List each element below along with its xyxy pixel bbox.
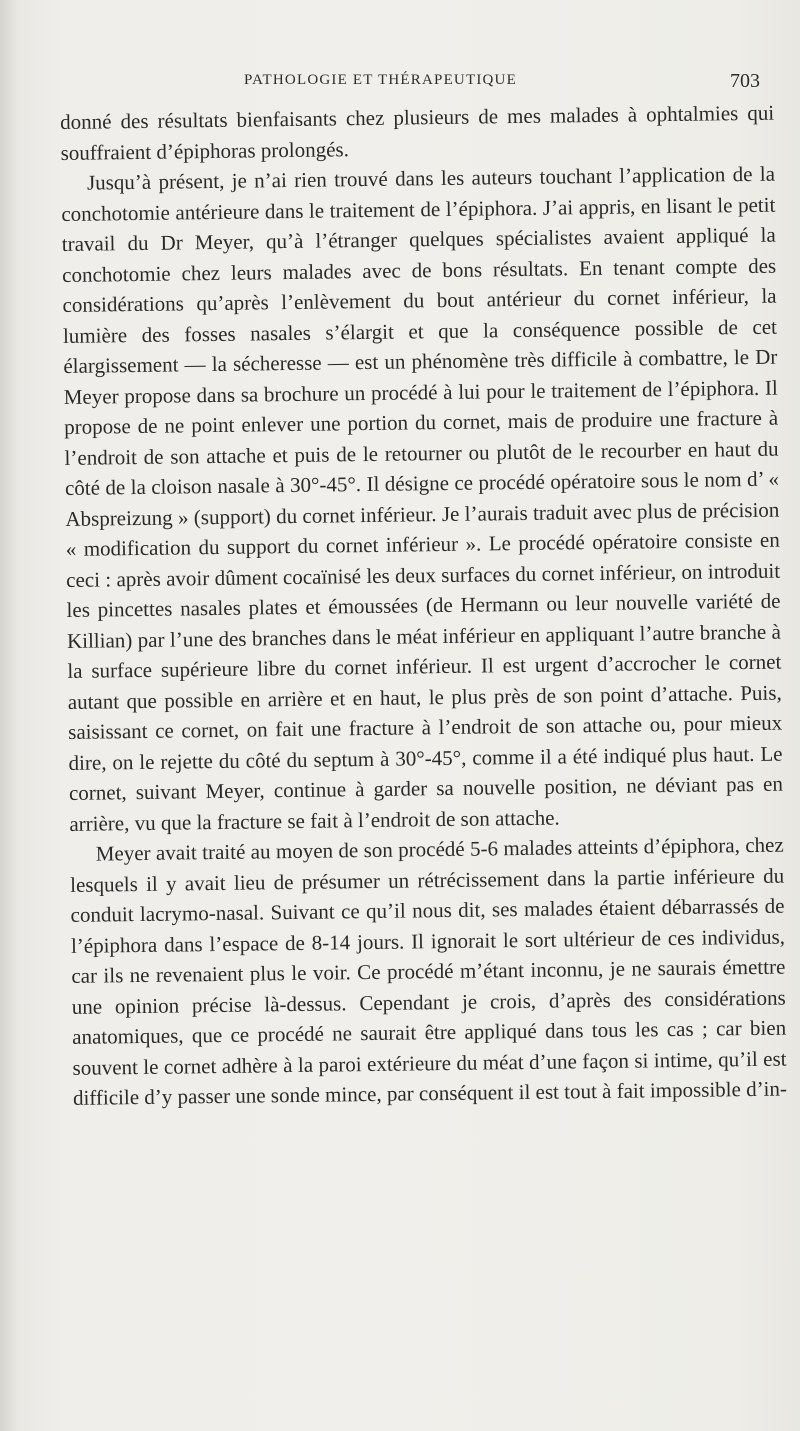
- paragraph-meyer-results: Meyer avait traité au moyen de son procédé 5-6 malades atteints d’épiphora, chez lesquels il y avait lieu de présumer un rétrécissement dans la partie inférieure du conduit lacrymo-nasal. Suivant ce qu’il nous dit, ses malades étaient débarrassés de l’épiphora dans l’espace de 8-14 jours. Il ignorait le sort ultérieur de ces individus, car ils ne revenaient plus le voir. Ce procédé m’étant inconnu, je ne saurais émettre une opinion précise là-dessus. Cependant je crois, d’après des considérations anatomiques, que ce procédé ne saurait être appliqué dans tous les cas ; car bien souvent le cornet adhère à la paroi extérieure du méat d’une façon si intime, qu’il est difficile d’y passer une sonde mince, par conséquent il est tout à fait impossible d’in-: [70, 832, 788, 1110]
- paragraph-continued: donné des résultats bienfaisants chez plusieurs de mes malades à ophtalmies qui souffraient d’épiphoras prolongés.: [60, 100, 775, 165]
- body-text: [60, 98, 787, 1114]
- paragraph-meyer-procedure: Jusqu’à présent, je n’ai rien trouvé dans les auteurs touchant l’application de la conchotomie antérieure dans le traitement de l’épiphora. J’ai appris, en lisant le petit travail du Dr Meyer, qu’à l’étranger quelques spécialistes avaient appliqué la conchotomie chez leurs malades avec de bons résultats. En tenant compte des considérations qu’après l’enlèvement du bout antérieur du cornet inférieur, la lumière des fosses nasales s’élargit et que la conséquence possible de cet élargissement — la sécheresse — est un phénomène très difficile à combattre, le Dr Meyer propose dans sa brochure un procédé à lui pour le traitement de l’épiphora. Il propose de ne point enlever une portion du cornet, mais de produire une fracture à l’endroit de son attache et puis de le retourner ou plutôt de le recourber en haut du côté de la cloison nasale à 30°-45°. Il désigne ce procédé opératoire sous le nom d’ « Abspreizung » (support) du cornet inférieur. Je l’aurais traduit avec plus de précision « modification du support du cornet inférieur ». Le procédé opératoire consiste en ceci : après avoir dûment cocaïnisé les deux surfaces du cornet inférieur, on introduit les pincettes nasales plates et émoussées (de Hermann ou leur nouvelle variété de Killian) par l’une des branches dans le méat inférieur en appliquant l’autre branche à la surface supérieure libre du cornet inférieur. Il est urgent d’accrocher le cornet autant que possible en arrière et en haut, le plus près de son point d’attache. Puis, saisissant ce cornet, on fait une fracture à l’endroit de son attache ou, pour mieux dire, on le rejette du côté du septum à 30°-45°, comme il a été indiqué plus haut. Le cornet, suivant Meyer, continue à garder sa nouvelle position, ne déviant pas en arrière, vu que la fracture se fait à l’endroit de son attache.: [61, 161, 784, 836]
- page-edge-shadow: [0, 0, 18, 1431]
- running-head: PATHOLOGIE ET THÉRAPEUTIQUE: [244, 72, 517, 88]
- page-header: [60, 70, 760, 100]
- page-number: 703: [730, 70, 760, 92]
